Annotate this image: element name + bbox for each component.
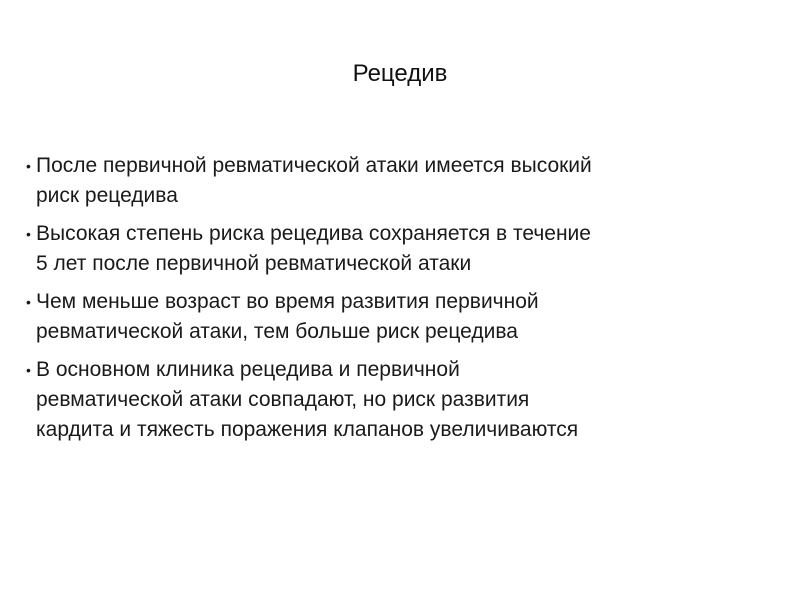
bullet-text-line: Высокая степень риска рецедива сохраняется в течение <box>36 222 591 245</box>
bullet-item <box>26 355 766 445</box>
bullet-text-line: После первичной ревматической атаки имеется высокий <box>36 154 592 177</box>
bullet-list <box>26 151 766 453</box>
bullet-dot-icon: • <box>26 226 31 242</box>
bullet-dot-icon: • <box>26 158 31 174</box>
bullet-text-line: Чем меньше возраст во время развития первичной <box>36 290 539 313</box>
bullet-item <box>26 151 766 211</box>
bullet-text-line: ревматической атаки совпадают, но риск развития <box>36 388 530 411</box>
bullet-dot-icon: • <box>26 362 31 378</box>
bullet-item <box>26 219 766 279</box>
bullet-text-line: ревматической атаки, тем больше риск рецедива <box>36 320 518 343</box>
bullet-text-line: В основном клиника рецедива и первичной <box>36 358 460 381</box>
bullet-text-line: кардита и тяжесть поражения клапанов увеличиваются <box>36 418 579 441</box>
slide-title: Рецедив <box>352 60 448 87</box>
bullet-text-line: 5 лет после первичной ревматической атаки <box>36 252 472 275</box>
bullet-text-line: риск рецедива <box>36 184 178 207</box>
bullet-dot-icon: • <box>26 294 31 310</box>
bullet-item <box>26 287 766 347</box>
